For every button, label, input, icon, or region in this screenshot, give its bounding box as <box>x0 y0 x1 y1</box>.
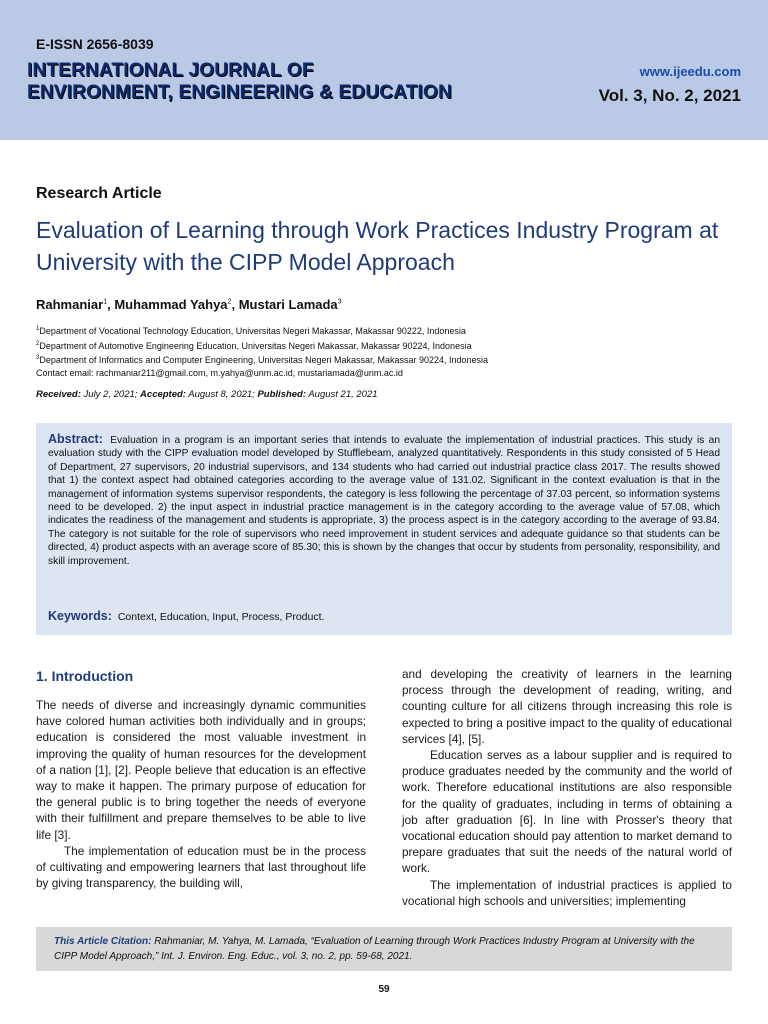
affiliation-line <box>36 323 488 338</box>
keywords-text: Context, Education, Input, Process, Product. <box>117 611 325 623</box>
journal-title <box>27 60 452 104</box>
body-column-right <box>402 666 732 909</box>
abstract-label: Abstract: <box>48 432 103 446</box>
issn: E-ISSN 2656-8039 <box>36 36 154 52</box>
article-type: Research Article <box>36 185 162 202</box>
citation-label: This Article Citation: <box>54 936 152 947</box>
body-paragraph: The implementation of education must be in the process of cultivating and empowering learners that last throughout life by giving transparency, the building will, <box>36 843 366 891</box>
affiliation-mark: 2 <box>36 340 40 347</box>
author-name: Rahmaniar <box>36 297 104 312</box>
affiliation-line <box>36 352 488 367</box>
author-affiliation-mark: 3 <box>337 298 342 306</box>
journal-title-line-2: ENVIRONMENT, ENGINEERING & EDUCATION <box>27 82 452 103</box>
citation-box <box>36 927 732 971</box>
affiliation-text: Department of Informatics and Computer Engineering, Universitas Negeri Makassar, Makassar 90224, Indonesia <box>39 355 489 365</box>
body-paragraph: Education serves as a labour supplier and is required to produce graduates needed by the community and the world of work. Therefore educational institutions are also responsible for the quality of graduates, including in terms of obtaining a job after graduation [6]. In line with Prosser's theory that vocational education should pay attention to market demand to prepare graduates that suit the needs of the natural world of work. <box>402 748 732 876</box>
author-affiliation-mark: 2 <box>227 298 232 306</box>
affiliation-text: Department of Vocational Technology Education, Universitas Negeri Makassar, Makassar 90222, Indonesia <box>39 326 466 336</box>
author-name: Mustari Lamada <box>238 297 338 312</box>
received-label: Received: <box>36 389 81 400</box>
page-number: 59 <box>378 984 390 995</box>
author-list: Rahmaniar$^1$, Muhammad Yahya$^2$, Mustari Lamada$^3$ <box>36 297 342 312</box>
body-column-left <box>36 665 366 891</box>
affiliation-mark: 3 <box>36 355 40 361</box>
abstract-box <box>36 423 732 635</box>
received-date: July 2, 2021; <box>80 389 141 400</box>
body-paragraph: The needs of diverse and increasingly dynamic communities have colored human activities both individually and in groups; education is considered the most valuable investment in improving the quality of human resources for the development of a nation [1], [2]. People believe that education is an effective way to make it happen. The primary purpose of education for the general public is to bring together the needs of everyone with their fulfillment and prepare themselves to be able to live life [3]. <box>36 698 366 842</box>
journal-title-line-1: INTERNATIONAL JOURNAL OF <box>27 60 314 81</box>
affiliation-mark: 1 <box>36 326 40 332</box>
affiliation-text: Department of Automotive Engineering Education, Universitas Negeri Makassar, Makassar 90224, Indonesia <box>39 340 472 351</box>
abstract <box>48 433 720 568</box>
abstract-text: Evaluation in a program is an important series that intends to evaluate the implementation of industrial practices. This study is an evaluation study with the CIPP evaluation model developed by Stufflebeam, analyzed quantitatively. Respondents in this study consisted of 5 Head of Department, 27 supervisors, 20 industrial supervisors, and 134 students who had carried out industrial practice class 2017. The results showed that 1) the context aspect had obtained categories according to the average value of 131.02. Significant in the context evaluation is that in the management of information systems supervisor respondents, the category is less following the percentage of 37.03 percent, so information systems need to be developed. 2) the input aspect in industrial practice management is in the category according to the average value of 57.08, which indicates the readiness of the management and students is appropriate, 3) the process aspect is in the category according to the average of 93.84. The category is not suitable for the role of supervisors who need improvement in student services and adequate guidance so that students can be directed, 4) product aspects with an average score of 85.30; this is shown by the changes that occur by students from personality, responsibility, and skill improvement. <box>48 435 720 567</box>
article-title: Evaluation of Learning through Work Practices Industry Program at University with the CIPP Model Approach <box>36 217 719 275</box>
affiliations <box>36 323 488 379</box>
body-paragraph: and developing the creativity of learners in the learning process through the development of reading, writing, and counting culture for all citizens through increasing this role is expected to bring a positive impact to the quality of educational services [4], [5]. <box>402 667 732 746</box>
accepted-label: Accepted: <box>140 389 186 400</box>
author-name: Muhammad Yahya <box>114 297 228 312</box>
published-date: August 21, 2021 <box>306 389 378 400</box>
keywords <box>48 609 324 623</box>
journal-header <box>0 0 768 140</box>
citation-text: Rahmaniar, M. Yahya, M. Lamada, “Evaluation of Learning through Work Practices Industry Program at University with the CIPP Model Approach,” Int. J. Environ. Eng. Educ., vol. 3, no. 2, pp. 59-68, 2021. <box>54 936 695 962</box>
contact-email: Contact email: rachmaniar211@gmail.com, m.yahya@unm.ac.id, mustariamada@unm.ac.id <box>36 367 403 378</box>
author-affiliation-mark: 1 <box>103 298 108 306</box>
volume-issue: Vol. 3, No. 2, 2021 <box>598 86 741 105</box>
journal-website-link[interactable]: www.ijeedu.com <box>639 64 741 79</box>
article-dates <box>36 389 378 400</box>
body-paragraph: The implementation of industrial practices is applied to vocational high schools and universities; implementing <box>402 877 732 908</box>
keywords-label: Keywords: <box>48 609 112 623</box>
affiliation-line <box>36 338 488 353</box>
published-label: Published: <box>257 389 307 400</box>
accepted-date: August 8, 2021; <box>185 389 258 400</box>
section-heading: 1. Introduction <box>36 668 134 684</box>
